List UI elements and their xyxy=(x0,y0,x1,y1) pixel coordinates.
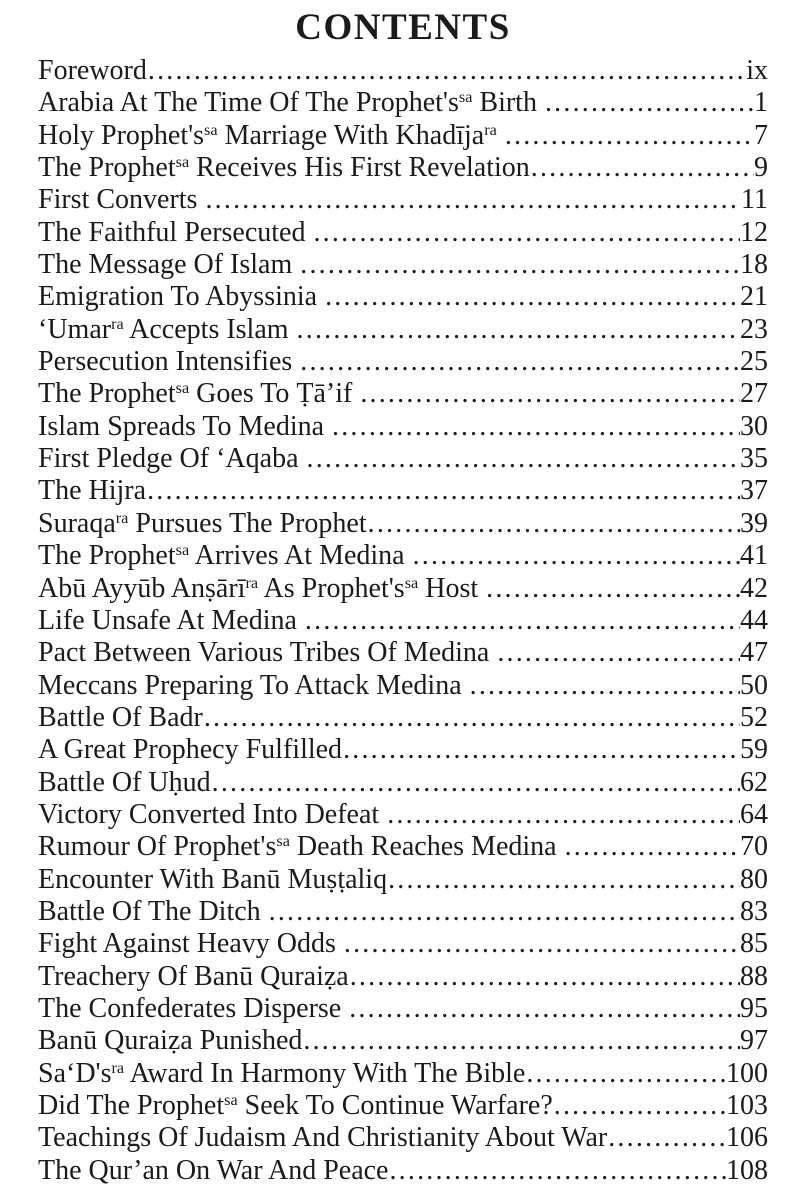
honorific-superscript: ra xyxy=(245,573,259,592)
dot-leader xyxy=(553,1090,726,1122)
honorific-superscript: sa xyxy=(404,573,419,592)
honorific-superscript: sa xyxy=(175,541,190,560)
toc-page-number: 103 xyxy=(726,1090,768,1121)
toc-page-number: 27 xyxy=(740,378,768,410)
toc-entry-title: Islam Spreads To Medina xyxy=(38,410,332,442)
dot-leader xyxy=(386,799,740,831)
toc-entry-title: Rumour Of $Prophet's^{sa}$ Death Reaches Medina xyxy=(38,831,564,863)
toc-page-number: 97 xyxy=(740,1025,768,1057)
dot-leader xyxy=(367,508,740,540)
toc-entry xyxy=(38,217,768,249)
toc-entry xyxy=(38,1025,768,1057)
dot-leader xyxy=(387,864,740,896)
toc-page-number: 23 xyxy=(740,313,768,345)
toc-page-number: 95 xyxy=(740,992,768,1024)
toc-entry xyxy=(38,540,768,572)
toc-entry xyxy=(38,637,768,669)
toc-entry-title: First Pledge Of ‘Aqaba xyxy=(38,443,306,475)
toc-page-number: 85 xyxy=(740,928,768,960)
dot-leader xyxy=(607,1122,726,1154)
toc-entry xyxy=(38,993,768,1025)
toc-entry xyxy=(38,670,768,702)
toc-entry-title: The Hijra xyxy=(38,475,147,507)
dot-leader xyxy=(147,55,746,87)
dot-leader xyxy=(312,217,740,249)
toc-page-number: 25 xyxy=(740,346,768,378)
dot-leader xyxy=(331,411,740,443)
dot-leader xyxy=(324,281,740,313)
toc-entry xyxy=(38,702,768,734)
toc-page-number: 42 xyxy=(740,572,768,604)
toc-entry xyxy=(38,1122,768,1154)
toc-entry xyxy=(38,314,768,346)
toc-entry xyxy=(38,249,768,281)
toc-entry-title: Suraqa$^{ra}$ Pursues The Prophet xyxy=(38,507,367,539)
toc-entry xyxy=(38,346,768,378)
dot-leader xyxy=(348,993,740,1025)
toc-entry xyxy=(38,896,768,928)
toc-page-number: 59 xyxy=(740,734,768,766)
toc-list xyxy=(38,55,768,1187)
toc-page-number: 70 xyxy=(740,831,768,863)
toc-entry xyxy=(38,475,768,507)
toc-entry xyxy=(38,573,768,605)
toc-entry xyxy=(38,1090,768,1122)
honorific-superscript: sa xyxy=(458,88,473,107)
honorific-superscript: sa xyxy=(204,120,218,139)
dot-leader xyxy=(211,767,740,799)
dot-leader xyxy=(342,734,740,766)
toc-entry-title: Teachings Of Judaism And Christianity About War xyxy=(38,1122,608,1154)
toc-page-number: 7 xyxy=(754,119,768,151)
toc-entry-title: Fight Against Heavy Odds xyxy=(38,928,343,960)
toc-entry xyxy=(38,799,768,831)
toc-entry-title: Emigration To Abyssinia xyxy=(38,281,325,313)
toc-page-number: 21 xyxy=(740,281,768,313)
toc-entry xyxy=(38,864,768,896)
toc-page-number: 1 xyxy=(754,87,768,119)
dot-leader xyxy=(504,120,754,152)
toc-page-number: 108 xyxy=(726,1154,768,1186)
dot-leader xyxy=(203,702,740,734)
toc-entry-title: Encounter With Banū Muṣṭaliq xyxy=(38,863,388,895)
toc-page-number: 88 xyxy=(740,960,768,992)
dot-leader xyxy=(296,314,740,346)
toc-entry xyxy=(38,734,768,766)
toc-page-number: 35 xyxy=(740,443,768,475)
toc-page-number: 30 xyxy=(740,410,768,442)
toc-entry xyxy=(38,928,768,960)
dot-leader xyxy=(306,443,740,475)
toc-entry-title: Persecution Intensifies xyxy=(38,346,300,378)
toc-page-number: 64 xyxy=(740,798,768,830)
toc-entry-title: $Sa‘D's^{ra}$ Award In Harmony With The Bible xyxy=(38,1057,526,1089)
toc-entry xyxy=(38,184,768,216)
dot-leader xyxy=(204,184,741,216)
toc-entry xyxy=(38,961,768,993)
toc-entry-title: ‘Umar$^{ra}$ Accepts Islam xyxy=(38,313,296,345)
toc-entry-title: Did The Prophet$^{sa}$ Seek To Continue Warfare? xyxy=(38,1090,553,1121)
honorific-superscript: ra xyxy=(484,120,497,139)
toc-entry xyxy=(38,767,768,799)
dot-leader xyxy=(343,928,740,960)
toc-entry xyxy=(38,508,768,540)
toc-page-number: 80 xyxy=(740,863,768,895)
toc-entry xyxy=(38,411,768,443)
toc-entry-title: Foreword xyxy=(38,55,147,86)
honorific-superscript: sa xyxy=(276,832,290,851)
honorific-superscript: ra xyxy=(111,314,124,333)
dot-leader xyxy=(544,87,754,119)
toc-entry xyxy=(38,378,768,410)
toc-page-number: 50 xyxy=(740,669,768,701)
dot-leader xyxy=(299,249,740,281)
toc-entry-title: A Great Prophecy Fulfilled xyxy=(38,734,343,766)
toc-entry-title: Battle Of Badr xyxy=(38,701,203,733)
dot-leader xyxy=(485,573,740,605)
toc-entry-title: Holy $Prophet's^{sa}$ Marriage With Khadīja$^{ra}$ xyxy=(38,119,497,151)
toc-page-number: 83 xyxy=(740,895,768,927)
honorific-superscript: sa xyxy=(175,379,190,398)
toc-page-number: 18 xyxy=(740,249,768,281)
honorific-superscript: sa xyxy=(175,153,190,172)
toc-entry xyxy=(38,87,768,119)
dot-leader xyxy=(146,475,740,507)
page-title: CONTENTS xyxy=(295,7,511,48)
toc-entry-title: The Message Of Islam xyxy=(38,249,300,281)
toc-page-number: 100 xyxy=(726,1057,768,1089)
dot-leader xyxy=(525,1058,726,1090)
toc-entry-title: Battle Of The Ditch xyxy=(38,895,268,927)
toc-entry-title: The Prophet$^{sa}$ Receives His First Revelation xyxy=(38,152,530,184)
toc-entry-title: Abū Ayyūb Anṣārī$^{ra}$ As $Prophet's^{sa}$ Host xyxy=(38,572,486,604)
toc-entry-title: Arabia At The Time Of The $Prophet's^{sa}$ Birth xyxy=(38,87,544,119)
toc-entry xyxy=(38,443,768,475)
toc-entry-title: The Faithful Persecuted xyxy=(38,216,313,248)
toc-page-number: 106 xyxy=(726,1122,768,1154)
toc-entry xyxy=(38,281,768,313)
toc-entry-title: The Confederates Disperse xyxy=(38,992,349,1024)
dot-leader xyxy=(359,378,740,410)
toc-page-number: 52 xyxy=(740,701,768,733)
dot-leader xyxy=(349,961,740,993)
toc-entry-title: Pact Between Various Tribes Of Medina xyxy=(38,637,497,669)
toc-page-number: ix xyxy=(746,55,768,86)
toc-entry xyxy=(38,55,768,87)
dot-leader xyxy=(564,831,740,863)
dot-leader xyxy=(530,152,754,184)
toc-entry-title: The Qur’an On War And Peace xyxy=(38,1154,389,1186)
toc-entry-title: First Converts xyxy=(38,184,205,216)
toc-entry xyxy=(38,1155,768,1187)
toc-page-number: 62 xyxy=(740,766,768,798)
toc-page-number: 39 xyxy=(740,507,768,539)
toc-page-number: 37 xyxy=(740,475,768,507)
dot-leader xyxy=(304,605,740,637)
dot-leader xyxy=(299,346,740,378)
toc-entry-title: Battle Of Uḥud xyxy=(38,766,211,798)
honorific-superscript: ra xyxy=(111,1058,125,1077)
dot-leader xyxy=(302,1025,740,1057)
toc-entry-title: The Prophet$^{sa}$ Arrives At Medina xyxy=(38,540,412,572)
toc-page-number: 41 xyxy=(740,540,768,572)
dot-leader xyxy=(496,637,740,669)
toc-page-number: 44 xyxy=(740,604,768,636)
toc-entry xyxy=(38,605,768,637)
toc-entry xyxy=(38,120,768,152)
toc-entry-title: Meccans Preparing To Attack Medina xyxy=(38,669,469,701)
toc-entry-title: Life Unsafe At Medina xyxy=(38,604,304,636)
toc-entry xyxy=(38,152,768,184)
toc-page-number: 47 xyxy=(740,637,768,669)
toc-entry-title: Treachery Of Banū Quraiẓa xyxy=(38,960,349,992)
toc-entry xyxy=(38,831,768,863)
dot-leader xyxy=(412,540,740,572)
toc-entry-title: Banū Quraiẓa Punished xyxy=(38,1025,303,1057)
toc-entry-title: Victory Converted Into Defeat xyxy=(38,798,387,830)
honorific-superscript: sa xyxy=(224,1091,238,1110)
toc-page-number: 12 xyxy=(740,216,768,248)
dot-leader xyxy=(469,670,740,702)
toc-page-number: 11 xyxy=(741,184,768,216)
dot-leader xyxy=(268,896,740,928)
toc-entry-title: The Prophet$^{sa}$ Goes To Ṭā’if xyxy=(38,378,360,410)
toc-entry xyxy=(38,1058,768,1090)
dot-leader xyxy=(388,1155,726,1187)
toc-page-number: 9 xyxy=(754,152,768,184)
honorific-superscript: ra xyxy=(115,508,129,527)
